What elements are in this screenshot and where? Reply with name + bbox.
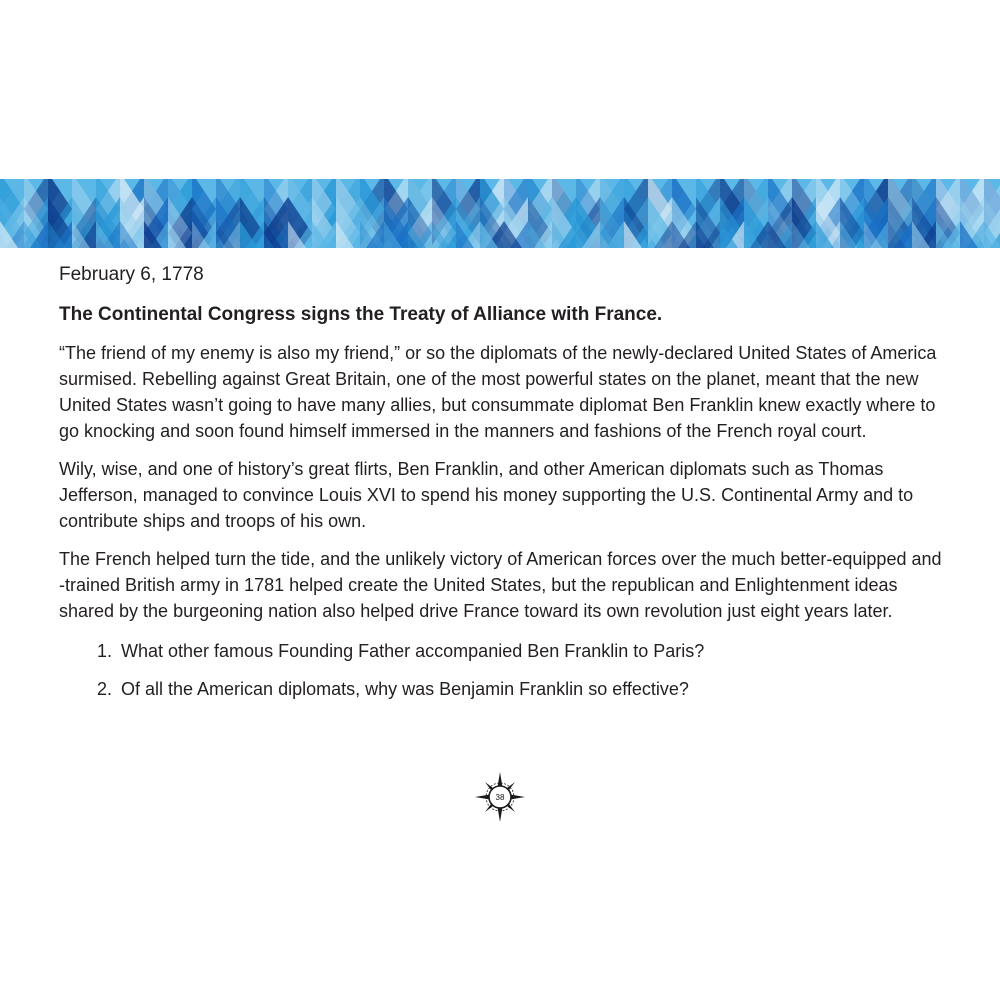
compass-rose-icon [474,771,526,823]
question-list [59,638,949,702]
decorative-banner [0,179,1000,248]
headline: The Continental Congress signs the Treaty of Alliance with France. [59,304,663,325]
document-body [59,262,949,714]
question-1: 1. What other famous Founding Father accompanied Ben Franklin to Paris? [117,638,949,664]
paragraph-2: Wily, wise, and one of history’s great flirts, Ben Franklin, and other American diplomats such as Thomas Jefferson, managed to convince Louis XVI to spend his money supporting the U.S. Continental Army and to contribute ships and troops of his own. [59,459,914,531]
page-number: 38 [495,793,505,802]
paragraph-3: The French helped turn the tide, and the unlikely victory of American forces over the much better-equipped and -trained British army in 1781 helped create the United States, but the republican and Enlightenment ideas shared by the burgeoning nation also helped drive France toward its own revolution just eight years later. [59,549,942,621]
paragraph-1: “The friend of my enemy is also my friend,” or so the diplomats of the newly-declared United States of America surmised. Rebelling against Great Britain, one of the most powerful states on the planet, meant that the new United States wasn’t going to have many allies, but consummate diplomat Ben Franklin knew exactly where to go knocking and soon found himself immersed in the manners and fashions of the French royal court. [59,343,937,441]
question-2: 2. Of all the American diplomats, why was Benjamin Franklin so effective? [117,676,949,702]
date-heading: February 6, 1778 [59,264,204,285]
